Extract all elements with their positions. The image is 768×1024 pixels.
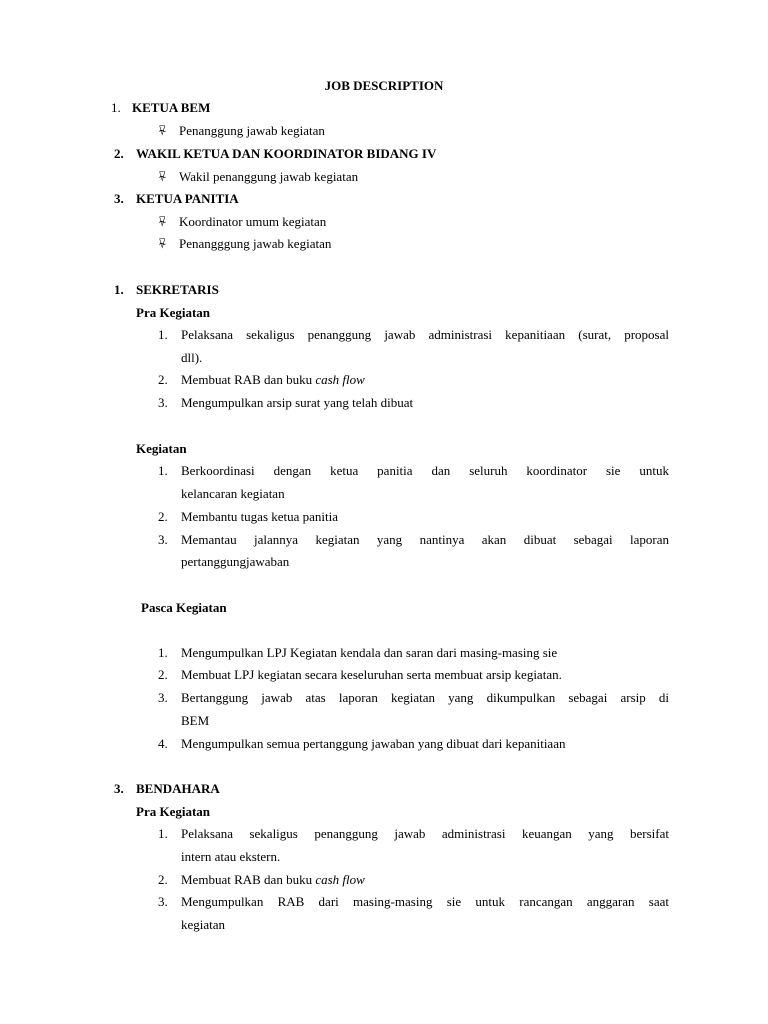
section-heading-ketua-bem: KETUA BEM	[132, 100, 211, 115]
list-number: 3.	[158, 690, 168, 705]
bullet-item: ⍫ Koordinator umum kegiatan	[158, 214, 327, 230]
bullet-icon: ⍫	[158, 124, 167, 139]
list-item-continuation: pertanggungjawaban	[181, 554, 290, 569]
list-number: 1.	[158, 645, 168, 660]
list-number: 2.	[158, 372, 168, 387]
list-item: Membantu tugas ketua panitia	[181, 509, 339, 524]
list-number: 2.	[158, 872, 168, 887]
list-item: Bertanggung jawab atas laporan kegiatan yang dikumpulkan sebagai arsip di	[181, 690, 669, 705]
list-item: Berkoordinasi dengan ketua panitia dan seluruh koordinator sie untuk	[181, 463, 669, 478]
subheading-pra-kegiatan: Pra Kegiatan	[136, 804, 211, 819]
section-number: 1.	[114, 282, 124, 297]
section-number: 1.	[111, 100, 121, 115]
list-item: Mengumpulkan RAB dari masing-masing sie untuk rancangan anggaran saat	[181, 894, 669, 909]
list-number: 1.	[158, 327, 168, 342]
list-item: Mengumpulkan LPJ Kegiatan kendala dan saran dari masing-masing sie	[181, 645, 558, 660]
list-item: Membuat RAB dan buku cash flow	[181, 872, 365, 887]
list-item-continuation: kelancaran kegiatan	[181, 486, 285, 501]
list-item-continuation: kegiatan	[181, 917, 226, 932]
list-number: 4.	[158, 736, 168, 751]
subheading-kegiatan: Kegiatan	[136, 441, 187, 456]
bullet-item: ⍫ Penangggung jawab kegiatan	[158, 236, 332, 252]
list-number: 3.	[158, 395, 168, 410]
list-item-continuation: dll).	[181, 350, 203, 365]
bullet-icon: ⍫	[158, 237, 167, 252]
bullet-item: ⍫ Wakil penanggung jawab kegiatan	[158, 169, 359, 185]
list-item: Pelaksana sekaligus penanggung jawab administrasi keuangan yang bersifat	[181, 826, 669, 841]
list-number: 2.	[158, 509, 168, 524]
list-item: Membuat RAB dan buku cash flow	[181, 372, 365, 387]
section-heading-bendahara: BENDAHARA	[136, 781, 220, 796]
section-heading-ketua-panitia: KETUA PANITIA	[136, 191, 239, 206]
bullet-item: ⍫ Penanggung jawab kegiatan	[158, 123, 325, 139]
list-item: Membuat LPJ kegiatan secara keseluruhan serta membuat arsip kegiatan.	[181, 667, 562, 682]
list-item: Mengumpulkan arsip surat yang telah dibuat	[181, 395, 414, 410]
section-heading-sekretaris: SEKRETARIS	[136, 282, 219, 297]
list-number: 1.	[158, 463, 168, 478]
section-heading-wakil-ketua: WAKIL KETUA DAN KOORDINATOR BIDANG IV	[136, 146, 437, 161]
subheading-pasca-kegiatan: Pasca Kegiatan	[141, 600, 227, 615]
list-item-continuation: BEM	[181, 713, 210, 728]
list-item: Memantau jalannya kegiatan yang nantinya akan dibuat sebagai laporan	[181, 532, 669, 547]
list-number: 1.	[158, 826, 168, 841]
list-item: Mengumpulkan semua pertanggung jawaban yang dibuat dari kepanitiaan	[181, 736, 566, 751]
list-number: 3.	[158, 532, 168, 547]
bullet-icon: ⍫	[158, 170, 167, 185]
list-item: Pelaksana sekaligus penanggung jawab administrasi kepanitiaan (surat, proposal	[181, 327, 669, 342]
list-number: 2.	[158, 667, 168, 682]
page-title: JOB DESCRIPTION	[324, 78, 444, 93]
list-number: 3.	[158, 894, 168, 909]
section-number: 3.	[114, 191, 124, 206]
bullet-icon: ⍫	[158, 215, 167, 230]
section-number: 2.	[114, 146, 124, 161]
section-number: 3.	[114, 781, 124, 796]
subheading-pra-kegiatan: Pra Kegiatan	[136, 305, 211, 320]
list-item-continuation: intern atau ekstern.	[181, 849, 281, 864]
